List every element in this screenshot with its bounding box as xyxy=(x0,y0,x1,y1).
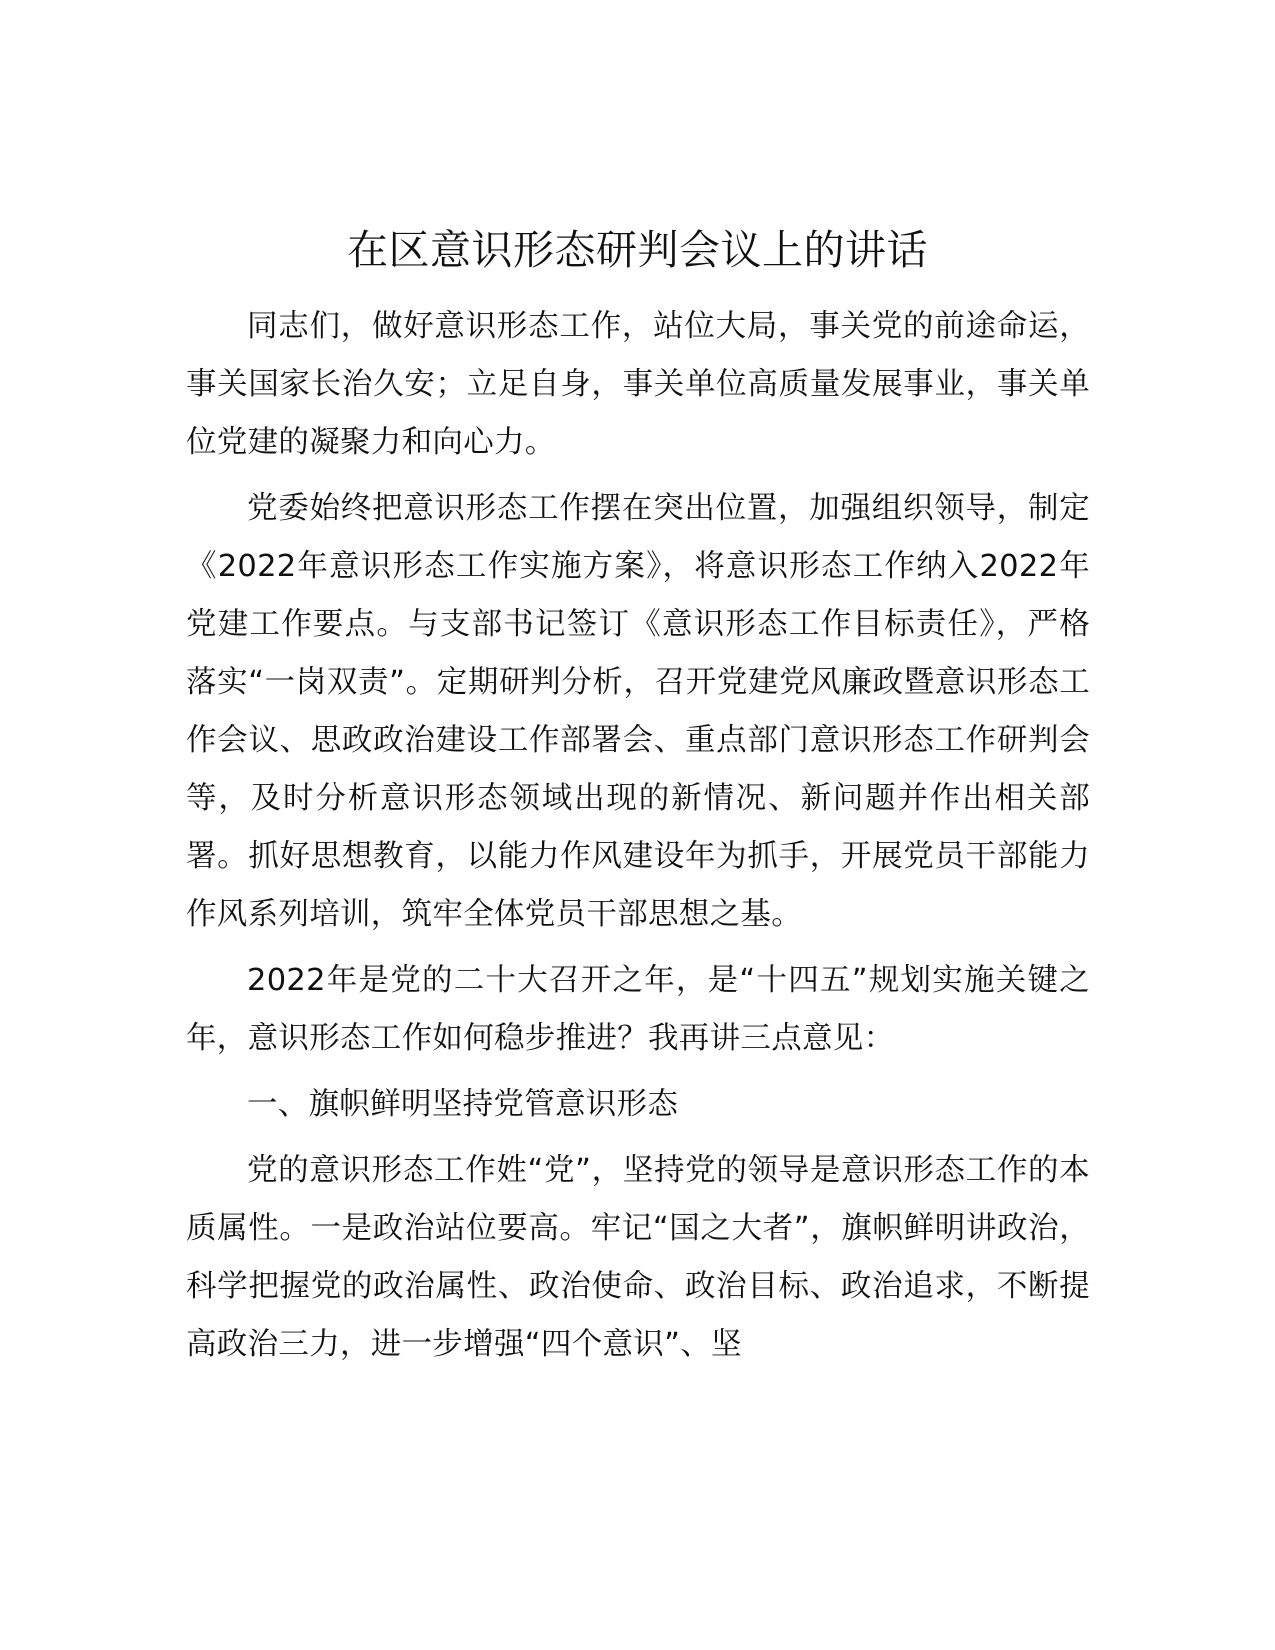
paragraph-party-leadership: 党的意识形态工作姓“党”，坚持党的领导是意识形态工作的本质属性。一是政治站位要高。牢记“国之大者”，旗帜鲜明讲政治，科学把握党的政治属性、政治使命、政治目标、政治追求，不断提高政治三力，进一步增强“四个意识”、坚 xyxy=(186,1153,1090,1362)
document-title: 在区意识形态研判会议上的讲话 xyxy=(347,226,928,274)
paragraph-party-committee-work: 党委始终把意识形态工作摆在突出位置，加强组织领导，制定《2022年意识形态工作实施方案》，将意识形态工作纳入2022年党建工作要点。与支部书记签订《意识形态工作目标责任》，严格落实“一岗双责”。定期研判分析，召开党建党风廉政暨意识形态工作会议、思政政治建设工作部署会、重点部门意识形态工作研判会等，及时分析意识形态领域出现的新情况、新问题并作出相关部署。抓好思想教育，以能力作风建设年为抓手，开展党员干部能力作风系列培训，筑牢全体党员干部思想之基。 xyxy=(186,491,1090,932)
paragraph-opening: 同志们，做好意识形态工作，站位大局，事关党的前途命运，事关国家长治久安；立足自身，事关单位高质量发展事业，事关单位党建的凝聚力和向心力。 xyxy=(186,309,1090,460)
section-heading-one: 一、旗帜鲜明坚持党管意识形态 xyxy=(247,1087,679,1122)
paragraph-2022-outlook: 2022年是党的二十大召开之年，是“十四五”规划实施关键之年，意识形态工作如何稳步推进？我再讲三点意见： xyxy=(186,963,1090,1056)
document-body xyxy=(186,298,1090,1382)
